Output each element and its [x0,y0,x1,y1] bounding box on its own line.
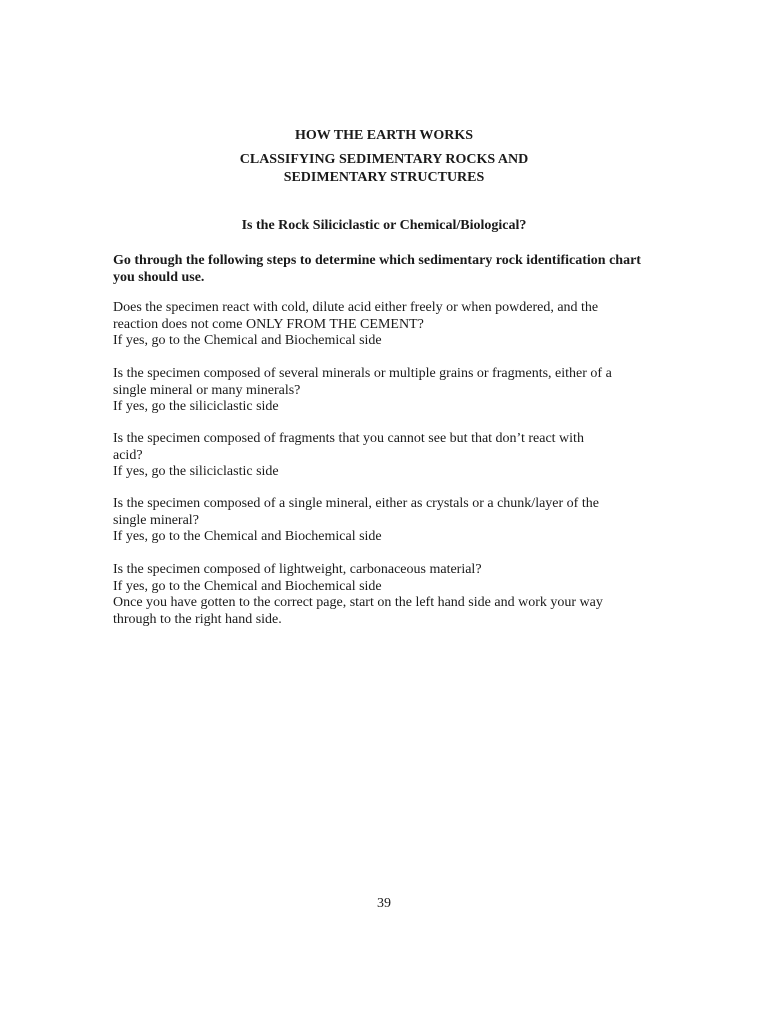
step-5-line-4: through to the right hand side. [113,611,282,627]
step-1-line-3: If yes, go to the Chemical and Biochemical side [113,333,382,348]
step-4-line-2: single mineral? [113,512,199,528]
step-4-line-1: Is the specimen composed of a single mineral, either as crystals or a chunk/layer of the [113,496,599,511]
step-paragraph-2 [113,366,658,416]
step-1-line-1: Does the specimen react with cold, dilute acid either freely or when powdered, and the [113,300,599,315]
section-heading: Is the Rock Siliciclastic or Chemical/Biological? [241,218,527,233]
step-5-line-1: Is the specimen composed of lightweight, carbonaceous material? [113,562,482,577]
page-number: 39 [377,896,391,911]
step-5-line-2: If yes, go to the Chemical and Biochemical side [113,578,382,594]
step-5-line-3: Once you have gotten to the correct page, start on the left hand side and work your way [113,595,603,610]
step-3-line-2: acid? [113,447,143,463]
course-title: HOW THE EARTH WORKS [294,128,474,143]
intro-paragraph: Go through the following steps to determine which sedimentary rock identification chart you should use. [113,253,641,285]
step-2-line-1: Is the specimen composed of several minerals or multiple grains or fragments, either of a [113,366,612,381]
step-paragraph-1 [113,300,658,350]
step-paragraph-5 [113,562,658,628]
step-3-line-3: If yes, go the siliciclastic side [113,464,279,479]
step-paragraph-4 [113,496,658,546]
step-2-line-2: single mineral or many minerals? [113,382,301,398]
step-4-line-3: If yes, go to the Chemical and Biochemical side [113,529,382,544]
step-3-line-1: Is the specimen composed of fragments that you cannot see but that don’t react with [113,431,584,446]
topic-title-line-1: CLASSIFYING SEDIMENTARY ROCKS AND [239,152,529,167]
topic-title-line-2: SEDIMENTARY STRUCTURES [283,170,485,185]
step-2-line-3: If yes, go the siliciclastic side [113,399,279,414]
step-1-line-2: reaction does not come ONLY FROM THE CEMENT? [113,316,424,332]
step-paragraph-3 [113,431,658,481]
